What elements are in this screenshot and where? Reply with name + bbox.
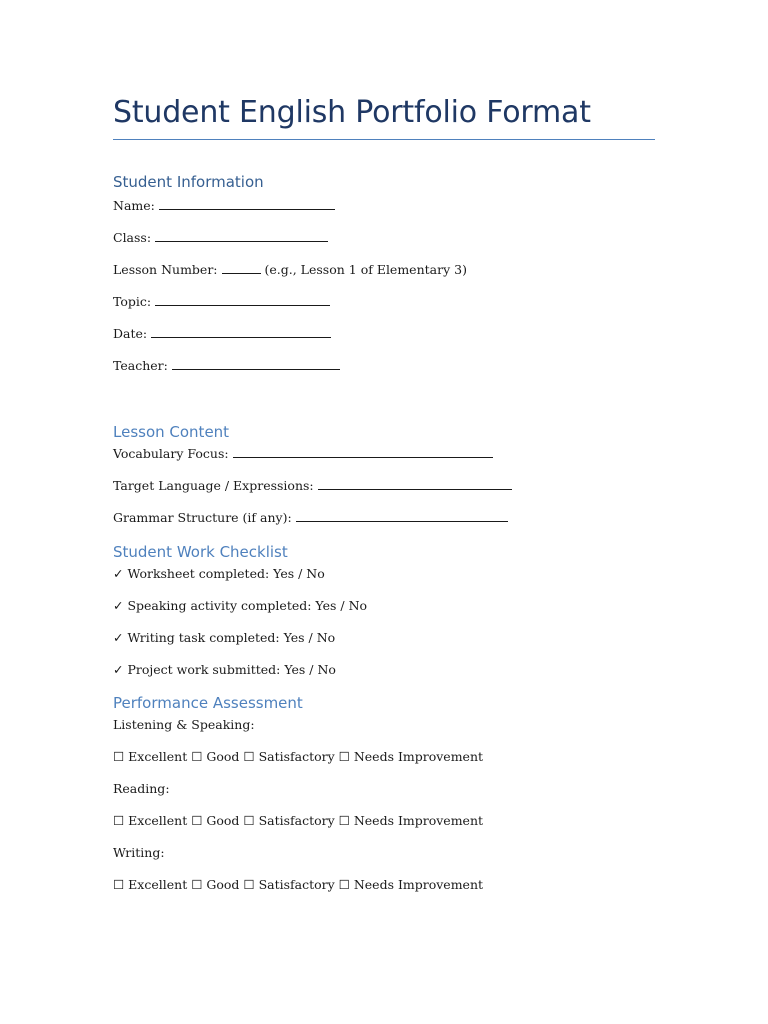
field-vocabulary-focus (113, 445, 493, 463)
field-topic (113, 293, 330, 311)
rating-options-listening-speaking[interactable]: ☐ Excellent ☐ Good ☐ Satisfactory ☐ Needs Improvement (113, 749, 484, 764)
topic-blank[interactable] (155, 293, 330, 306)
field-grammar-structure (113, 509, 508, 527)
field-name (113, 197, 335, 215)
checklist-item-project[interactable]: ✓ Project work submitted: Yes / No (113, 662, 336, 677)
section-heading-student-information: Student Information (113, 173, 264, 191)
checklist-item-speaking[interactable]: ✓ Speaking activity completed: Yes / No (113, 598, 368, 613)
lesson-number-blank[interactable] (222, 261, 261, 274)
field-lesson-number (113, 261, 467, 279)
field-vocabulary-label: Vocabulary Focus: (113, 446, 229, 461)
section-heading-performance-assessment: Performance Assessment (113, 694, 303, 712)
vocabulary-blank[interactable] (233, 445, 493, 458)
field-target-language (113, 477, 512, 495)
rating-options-writing[interactable]: ☐ Excellent ☐ Good ☐ Satisfactory ☐ Needs Improvement (113, 877, 484, 892)
field-teacher (113, 357, 340, 375)
field-grammar-label: Grammar Structure (if any): (113, 510, 292, 525)
teacher-blank[interactable] (172, 357, 340, 370)
skill-label-listening-speaking: Listening & Speaking: (113, 717, 255, 732)
field-date (113, 325, 331, 343)
section-heading-lesson-content: Lesson Content (113, 423, 230, 441)
skill-label-writing: Writing: (113, 845, 165, 860)
checklist-item-worksheet[interactable]: ✓ Worksheet completed: Yes / No (113, 566, 325, 581)
field-class-label: Class: (113, 230, 152, 245)
checklist-item-writing[interactable]: ✓ Writing task completed: Yes / No (113, 630, 336, 645)
field-teacher-label: Teacher: (113, 358, 168, 373)
target-language-blank[interactable] (318, 477, 512, 490)
field-target-language-label: Target Language / Expressions: (113, 478, 314, 493)
date-blank[interactable] (151, 325, 331, 338)
field-lesson-number-label: Lesson Number: (113, 262, 218, 277)
grammar-blank[interactable] (296, 509, 508, 522)
field-name-label: Name: (113, 198, 155, 213)
rating-options-reading[interactable]: ☐ Excellent ☐ Good ☐ Satisfactory ☐ Needs Improvement (113, 813, 484, 828)
name-blank[interactable] (159, 197, 335, 210)
skill-label-reading: Reading: (113, 781, 170, 796)
class-blank[interactable] (155, 229, 328, 242)
field-topic-label: Topic: (113, 294, 152, 309)
document-title: Student English Portfolio Format (113, 95, 591, 130)
title-rule (113, 139, 655, 140)
lesson-number-hint: (e.g., Lesson 1 of Elementary 3) (264, 262, 467, 277)
field-date-label: Date: (113, 326, 148, 341)
section-heading-work-checklist: Student Work Checklist (113, 543, 288, 561)
field-class (113, 229, 328, 247)
